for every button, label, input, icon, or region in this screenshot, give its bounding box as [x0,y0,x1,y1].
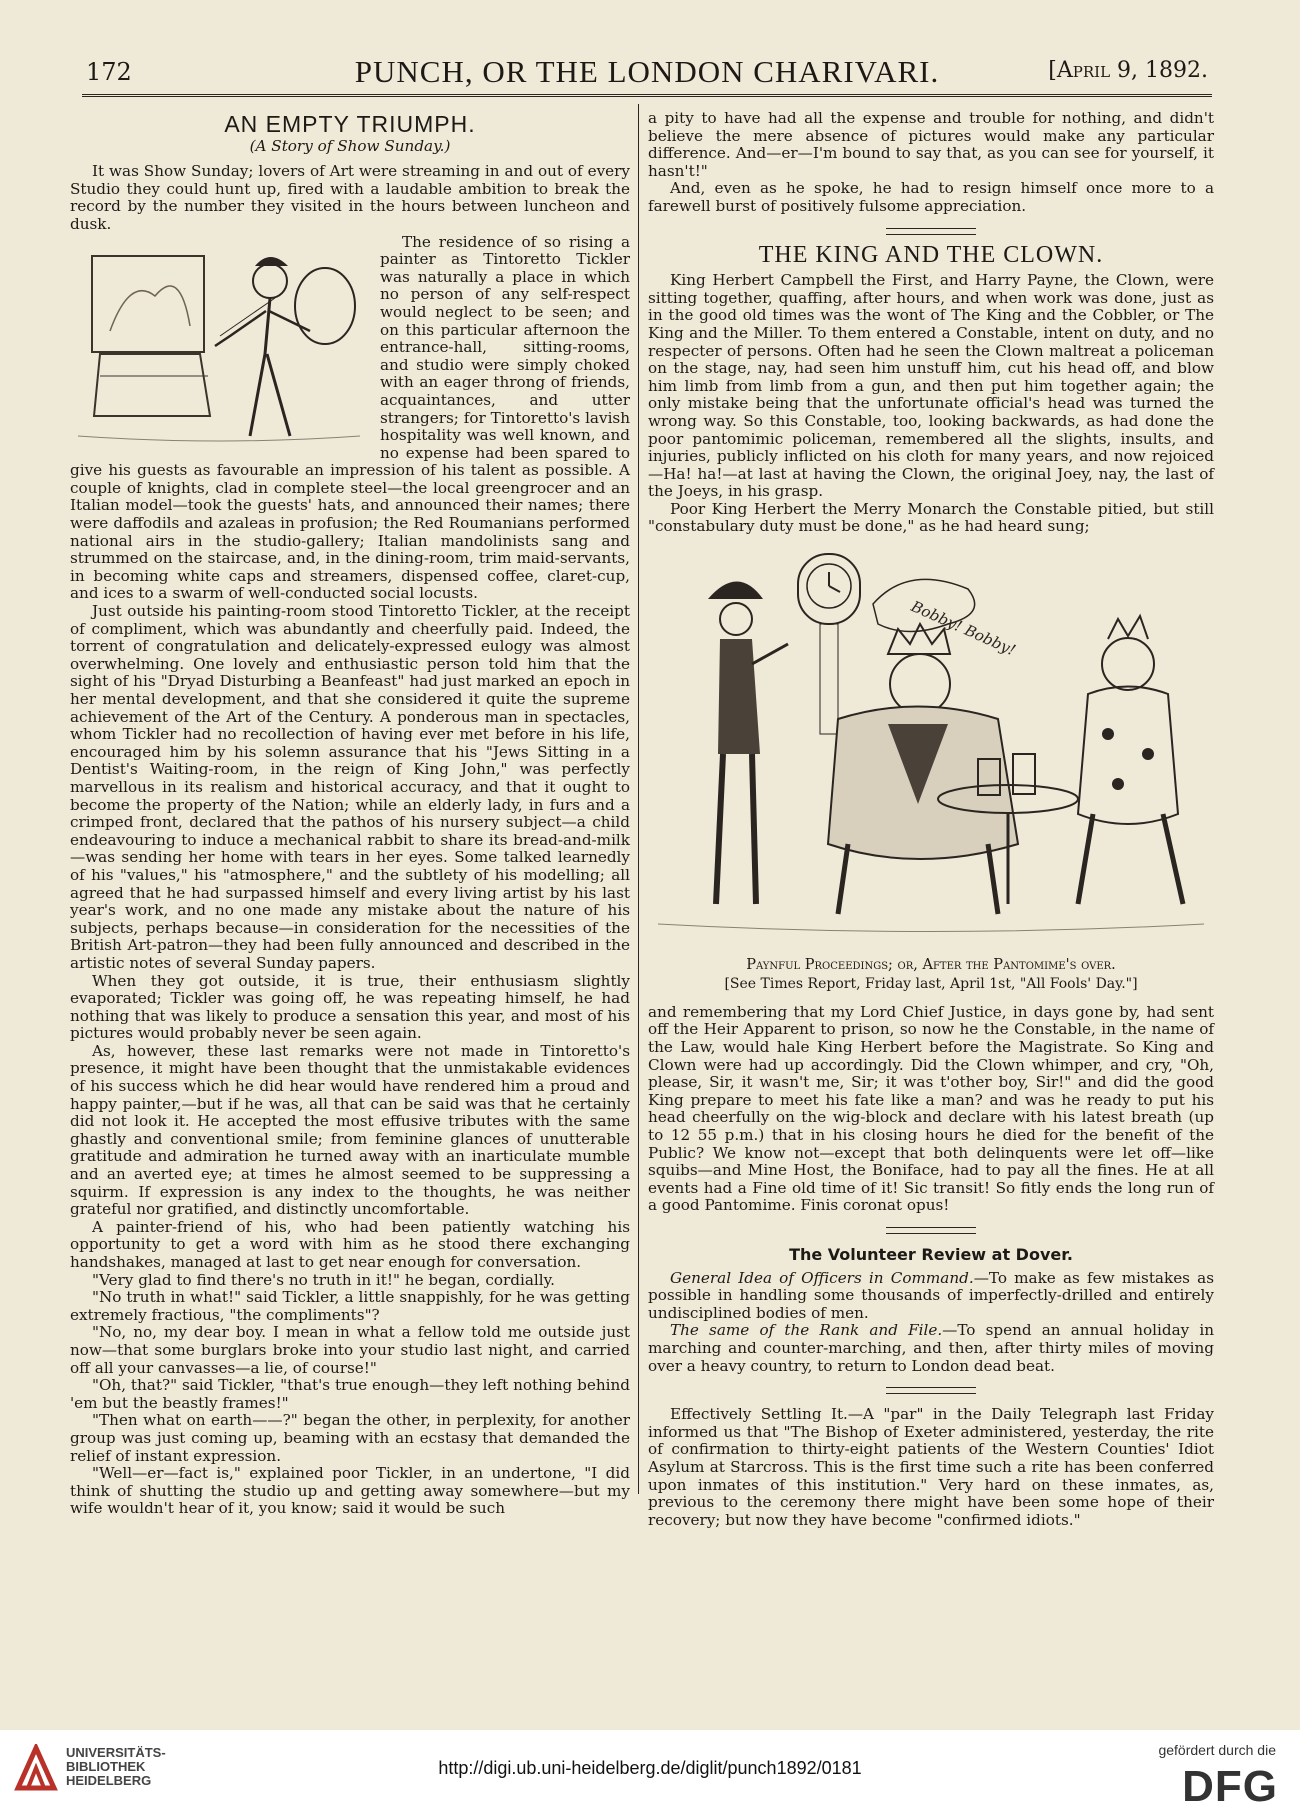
paragraph: Just outside his painting-room stood Tintoretto Tickler, at the receipt of compliment, which was abundantly and cheerfully paid. Indeed, the torrent of congratulation and delicately-expressed eulogy was almost overwhelming. One lovely and enthusiastic person told him that the sight of his "Dryad Disturbing a Beanfeast" had just marked an epoch in her mental development, and that she considered it quite the supreme achievement of the Art of the Century. A ponderous man in spectacles, whom Tickler had no recollection of having ever met before in his life, encouraged him by his solemn assurance that his "Jews Sitting in a Dentist's Waiting-room, in the reign of King John," was perfectly marvellous in its realism and historical accuracy, and that it ought to become the property of the Nation; while an elderly lady, in furs and a crimped front, declared that the pathos of his nursery subject—a child endeavouring to induce a mechanical rabbit to share its bread-and-milk—was sending her home with tears in her eyes. Some talked learnedly of his "values," his "atmosphere," and the subtlety of his modelling; all agreed that he had surpassed himself and every living artist by his last year's work, and no one made any mistake about the nature of his subjects, perhaps because—in consideration for the necessities of the British Art-patron—they had been fully announced and described in the artistic notes of several Sunday papers. [70,602,630,972]
article-title-king-and-clown: THE KING AND THE CLOWN. [758,241,1104,268]
page-header [82,48,1212,97]
paragraph: a pity to have had all the expense and trouble for nothing, and didn't believe the mere absence of pictures would make any particular difference. And—er—I'm bound to say that, as you can see for yourself, it hasn't!" [648,109,1214,180]
paragraph-text: —To spend an annual holiday in marching and counter-marching, and then, after thirty miles of moving over a heavy country, to return to London dead beat. [648,1321,1214,1375]
paragraph: "No truth in what!" said Tickler, a little snappishly, for he was getting extremely fractious, "the compliments"? [70,1288,630,1324]
paragraph [648,1322,1214,1375]
paragraph: King Herbert Campbell the First, and Harry Payne, the Clown, were sitting together, quaffing, after hours, and when work was done, just as in the good old times was the wont of The King and the Cobbler, or The King and the Miller. To them entered a Constable, intent on duty, and no respecter of persons. Often had he seen the Clown maltreat a policeman on the stage, nay, had seen him unstuff him, cut his head off, and blow him limb from limb from a gun, and then put him together again; the only mistake being that the unfortunate official's head was turned the wrong way. So this Constable, too, looking backwards, as had done the poor pantomimic policeman, remembered all the slights, insults, and injuries, publicly inflicted on his cloth for many years, and now rejoiced—Ha! ha!—at last at having the Clown, the original Joey, nay, the last of the Joeys, in his grasp. [648,271,1214,501]
funded-by-label: gefördert durch die [1158,1742,1276,1758]
publication-title: PUNCH, OR THE LONDON CHARIVARI. [354,54,940,89]
paragraph-text: —To make as few mistakes as possible in handling some thousands of imperfectly-drilled and entirely undisciplined bodies of men. [648,1268,1214,1322]
issue-date: [April 9, 1892. [1048,58,1208,83]
paragraph: When they got outside, it is true, their enthusiasm slightly evaporated; Tickler was going off, he was repeating himself, he had nothing that was likely to produce a sensation this year, and most of his pictures would probably never be seen again. [70,971,630,1043]
king-clown-illustration [648,544,1214,944]
page-number: 172 [86,58,132,86]
lead-phrase: The same of the Rank and File. [670,1321,943,1340]
speech-bubble-text: Bobby! Bobby! [908,597,1019,660]
library-line: UNIVERSITÄTS- [66,1745,166,1760]
paragraph: "Oh, that?" said Tickler, "that's true enough—they left nothing behind 'em but the beastly frames!" [70,1376,630,1412]
section-divider [886,228,976,235]
source-url-link[interactable]: http://digi.ub.uni-heidelberg.de/diglit/punch1892/0181 [438,1758,862,1778]
lead-phrase: General Idea of Officers in Command. [670,1268,974,1287]
digitization-footer [0,1730,1300,1816]
paragraph: It was Show Sunday; lovers of Art were streaming in and out of every Studio they could hunt up, fired with a laudable ambition to break the record by the number they visited in the hours between luncheon and dusk. [70,162,630,233]
illustration-caption: Paynful Proceedings; or, After the Pantomime's over. [746,956,1116,973]
paragraph: "No, no, my dear boy. I mean in what a fellow told me outside just now—that some burglars broke into your studio last night, and carried off all your canvasses—a lie, of course!" [70,1323,630,1377]
paragraph: Effectively Settling It.—A "par" in the Daily Telegraph last Friday informed us that "The Bishop of Exeter administered, yesterday, the rite of confirmation to thirty-eight patients of the Western Counties' Idiot Asylum at Starcross. This is the first time such a rite has been conferred upon inmates of this institution." Very hard on these inmates, as, previous to the ceremony there might have been some hope of their recovery; but now they have become "confirmed idiots." [648,1405,1214,1529]
left-column [70,110,630,1518]
painter-illustration [70,236,370,451]
illustration-note: [See Times Report, Friday last, April 1st, "All Fools' Day."] [724,976,1138,993]
paragraph: "Then what on earth——?" began the other, in perplexity, for another group was just coming up, beaming with an ecstasy that demanded the relief of instant expression. [70,1411,630,1465]
column-divider [638,104,639,1494]
library-line: BIBLIOTHEK [66,1759,146,1774]
paragraph: "Very glad to find there's no truth in it!" he began, cordially. [92,1270,555,1289]
right-column [648,110,1214,1529]
paragraph: and remembering that my Lord Chief Justice, in days gone by, had sent off the Heir Apparent to prison, so now he the Constable, in the name of the Law, would hale King Herbert before the Magistrate. So King and Clown were had up accordingly. Did the Clown whimper, and cry, "Oh, please, Sir, it wasn't me, Sir; it was t'other boy, Sir!" and did the good King prepare to meet his fate like a man? and was he ready to put his head cheerfully on the wig-block and declare with his latest breath (up to 12 55 p.m.) that in his closing hours he died for the benefit of the Public? We know not—except that both delinquents were let off—like squibs—and Mine Host, the Boniface, had to pay all the fines. He at all events had a Fine old time of it! Sic transit! So fitly ends the long run of a good Pantomime. Finis coronat opus! [648,1002,1214,1215]
paragraph: "Well—er—fact is," explained poor Tickler, in an undertone, "I did think of shutting the studio up and getting away somewhere—but my wife wouldn't hear of it, you know; said it would be such [70,1464,630,1518]
paragraph: As, however, these last remarks were not made in Tintoretto's presence, it might have been thought that the unmistakable evidences of his success which he did hear would have rendered him a proud and happy painter,—but if he was, all that can be said was that he certainly did not look it. He accepted the most effusive tributes with the same ghastly and conventional smile; from feminine glances of unutterable gratitude and admiration he turned away with an inarticulate mumble and an averted eye; at times he almost seemed to be suppressing a squirm. If expression is any index to the thoughts, he was neither grateful nor gratified, and distinctly uncomfortable. [70,1041,630,1219]
article-title-volunteer-review: The Volunteer Review at Dover. [789,1244,1073,1264]
paragraph [648,1270,1214,1323]
paragraph: A painter-friend of his, who had been patiently watching his opportunity to get a word with him as he stood there exchanging handshakes, managed at last to get near enough for conversation. [70,1217,630,1271]
section-divider [886,1387,976,1394]
paragraph: Poor King Herbert the Merry Monarch the Constable pitied, but still "constabulary duty must be done," as he had heard sung; [648,499,1214,536]
dfg-logo: DFG [1182,1762,1278,1811]
article-title-empty-triumph: AN EMPTY TRIUMPH. [224,111,476,137]
article-subtitle: (A Story of Show Sunday.) [249,136,451,155]
section-divider [886,1227,976,1234]
paragraph: The residence of so rising a painter as Tintoretto Tickler was naturally a place in which no person of any self-respect would neglect to be seen; and on this particular afternoon the entrance-hall, sitting-rooms, and studio were simply choked with an eager throng of friends, acquaintances, and utter strangers; for Tintoretto's lavish hospitality was well known, and no expense had been spared to give his guests as favourable an impression of his talent as possible. A couple of knights, clad in complete steel—the local greengrocer and an Italian model—took the guests' hats, and announced their names; there were daffodils and azaleas in profusion; the Red Roumanians performed national airs in the studio-gallery; Italian mandolinists sang and strummed on the staircase, and, in the dining-room, trim maid-servants, in becoming white caps and streamers, dispensed coffee, claret-cup, and ices to a swarm of well-conducted social locusts. [70,232,630,603]
paragraph: And, even as he spoke, he had to resign himself once more to a farewell burst of positively fulsome appreciation. [648,179,1214,215]
library-line: HEIDELBERG [66,1773,152,1788]
